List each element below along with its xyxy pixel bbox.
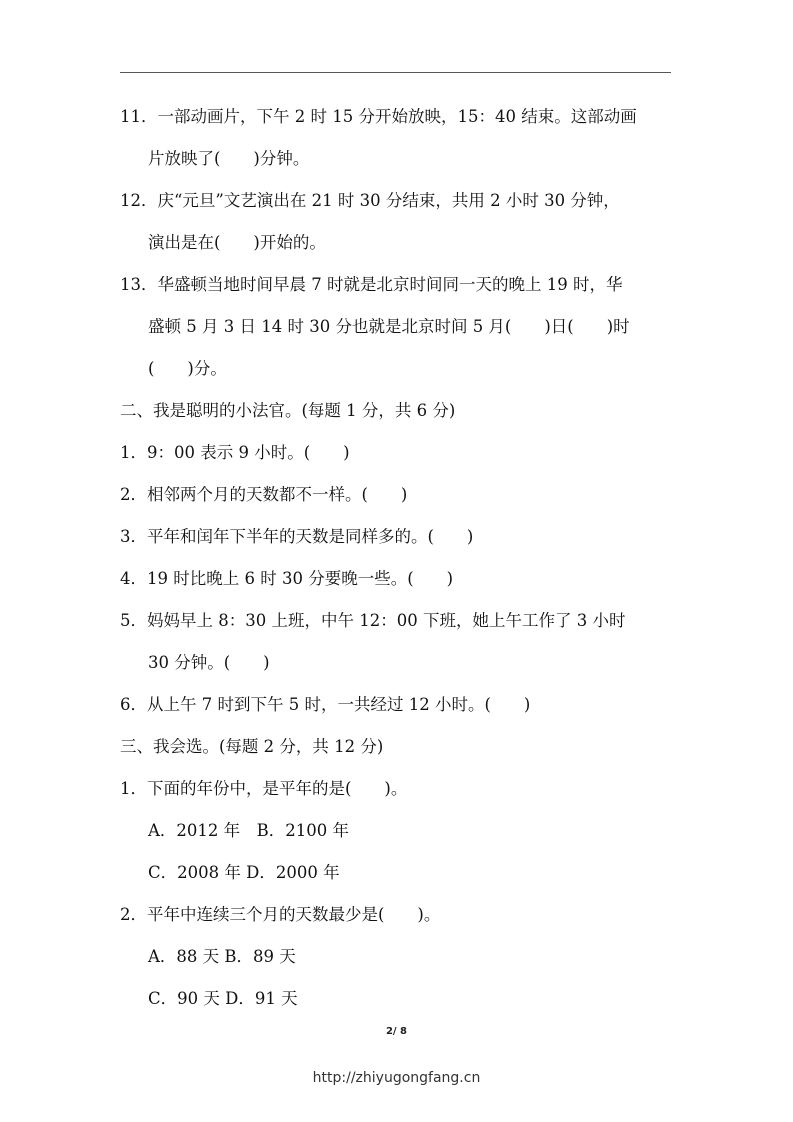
- section-2-heading: 二、我是聪明的小法官。(每题 1 分，共 6 分): [120, 401, 456, 420]
- choice-2-options-cd: C．90 天 D．91 天: [148, 989, 298, 1008]
- question-12-line-2: 演出是在( )开始的。: [148, 233, 326, 252]
- choice-2-options-ab: A．88 天 B．89 天: [148, 947, 296, 966]
- question-13-line-3: ( )分。: [148, 359, 227, 378]
- section-3-heading: 三、我会选。(每题 2 分，共 12 分): [120, 737, 384, 756]
- judge-item-5-line-1: 5．妈妈早上 8：30 上班，中午 12：00 下班，她上午工作了 3 小时: [120, 611, 626, 630]
- choice-item-2: 2．平年中连续三个月的天数最少是( )。: [120, 905, 441, 924]
- choice-item-1: 1．下面的年份中，是平年的是( )。: [120, 779, 408, 798]
- question-13-line-1: 13．华盛顿当地时间早晨 7 时就是北京时间同一天的晚上 19 时，华: [120, 275, 623, 294]
- question-11-line-2: 片放映了( )分钟。: [148, 149, 310, 168]
- header-rule: [120, 72, 671, 73]
- choice-1-options-cd: C．2008 年 D．2000 年: [148, 863, 340, 882]
- judge-item-1: 1．9：00 表示 9 小时。( ): [120, 443, 350, 462]
- question-11-line-1: 11．一部动画片，下午 2 时 15 分开始放映，15：40 结束。这部动画: [120, 107, 637, 126]
- choice-1-options-ab: A．2012 年 B．2100 年: [148, 821, 350, 840]
- judge-item-6: 6．从上午 7 时到下午 5 时，一共经过 12 小时。( ): [120, 695, 531, 714]
- question-13-line-2: 盛顿 5 月 3 日 14 时 30 分也就是北京时间 5 月( )日( )时: [148, 317, 630, 336]
- judge-item-2: 2．相邻两个月的天数都不一样。( ): [120, 485, 408, 504]
- judge-item-3: 3．平年和闰年下半年的天数是同样多的。( ): [120, 527, 474, 546]
- question-12-line-1: 12．庆“元旦”文艺演出在 21 时 30 分结束，共用 2 小时 30 分钟，: [120, 191, 620, 210]
- footer-url: http://zhiyugongfang.cn: [312, 1070, 481, 1086]
- judge-item-5-line-2: 30 分钟。( ): [148, 653, 270, 672]
- judge-item-4: 4．19 时比晚上 6 时 30 分要晚一些。( ): [120, 569, 454, 588]
- page-number: 2/ 8: [385, 1026, 408, 1037]
